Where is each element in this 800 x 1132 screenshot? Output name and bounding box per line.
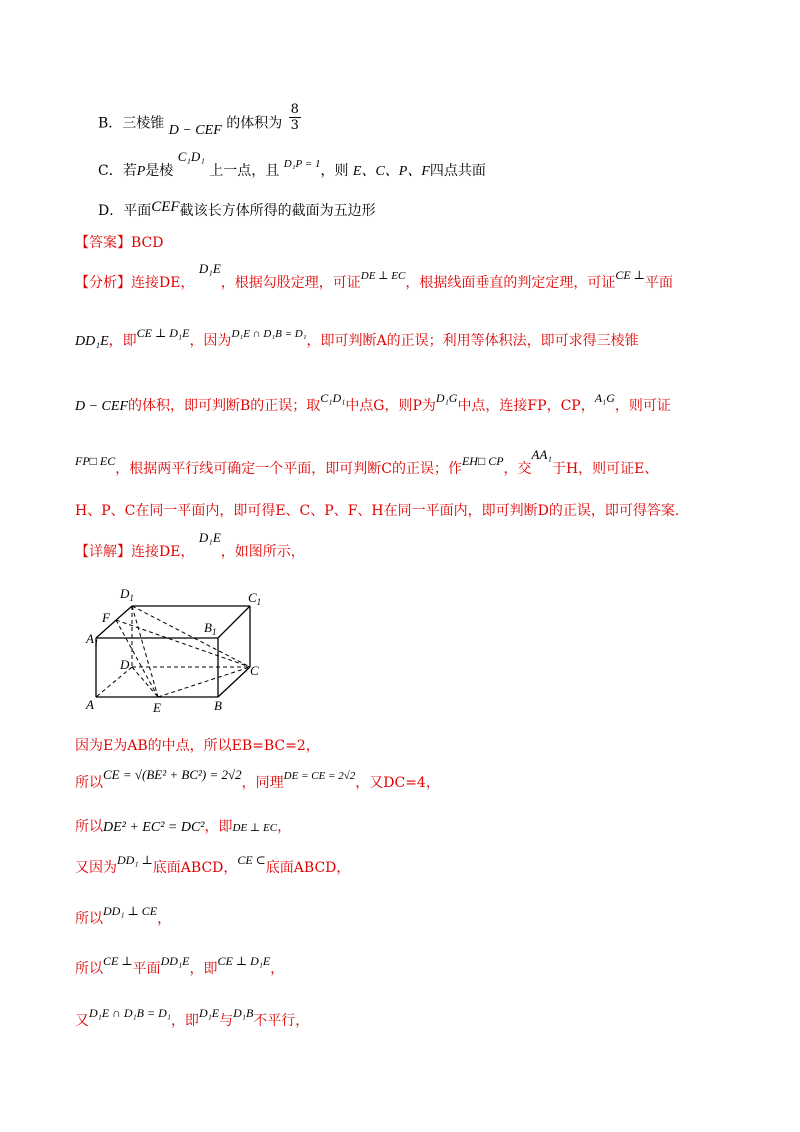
detail-s2: 所以CE = √(BE² + BC²) = 2√2，同理$^{DE = CE = 2√2}$，又DC=4， (75, 767, 440, 791)
detail-s5: 所以DD₁ ⊥ CE， (75, 904, 172, 927)
answer-tag: 【答案】 (75, 235, 131, 251)
math-expr: C₁D₁ (177, 149, 205, 164)
detail-line-1: 【详解】连接DE， D₁E，如图所示， (75, 530, 305, 560)
option-d: D．平面CEF截该长方体所得的截面为五边形 (98, 199, 376, 219)
detail-tag: 【详解】 (75, 544, 131, 560)
analysis-line-3: D − CEF的体积，即可判断B的正误；取C₁D₁中点G，则P为D₁G中点，连接FP，CP，A₁G，则可证 (75, 391, 671, 414)
analysis-tag: 【分析】 (75, 275, 131, 291)
label-d1: $D_1$ (120, 586, 134, 603)
detail-s1: 因为E为AB的中点，所以EB=BC=2， (75, 738, 320, 754)
detail-s4: 又因为DD₁ ⊥底面ABCD，CE ⊂底面ABCD， (75, 853, 351, 876)
fraction: $\frac{8}{3}$ (290, 102, 299, 133)
label-d: D (120, 657, 130, 672)
label-c: C (250, 663, 259, 678)
option-c: C．若P是棱 C₁D₁ 上一点，且 $^{D_1P = 1}$，则 E、C、P、F四点共面 (98, 149, 486, 179)
math-expr: D₁P = 1 (283, 158, 321, 170)
option-b: B．三棱锥 D − CEF 的体积为 $\frac{8}{3}$ (98, 102, 299, 138)
label-b: B (214, 698, 222, 713)
answer-line (75, 232, 163, 252)
label-f: F (102, 610, 110, 625)
analysis-line-4: FP□ EC，根据两平行线可确定一个平面，即可判断C的正误；作EH□ CP，交AA₁于H，则可证E、 (75, 447, 659, 477)
answer-value: BCD (131, 235, 164, 251)
math-expr: D − CEF (168, 122, 222, 138)
analysis-line-5: H、P、C在同一平面内，即可得E、C、P、F、H在同一平面内，即可判断D的正误，即可得答案. (75, 503, 680, 519)
label-e: E (153, 700, 161, 715)
detail-s7: 又D₁E ∩ D₁B = D₁，即D₁E与D₁B不平行， (75, 1006, 310, 1029)
math-expr: CEF (151, 199, 180, 215)
label-b1: $B_1$ (204, 620, 217, 637)
label-a: A (86, 697, 94, 712)
analysis-line-1: 【分析】连接DE， D₁E，根据勾股定理，可证$^{DE \perp EC}$，根据线面垂直的判定定理，可证CE ⊥平面 (75, 261, 673, 291)
label-a1: $A_1$ (86, 631, 99, 648)
cuboid-figure (80, 580, 290, 720)
detail-s6: 所以CE ⊥平面DD₁E，即CE ⊥ D₁E， (75, 954, 285, 977)
label-c1: $C_1$ (248, 590, 262, 607)
analysis-line-2: DD₁E，即CE ⊥ D₁E，因为$^{D_1E \cap D_1B = D_1}$，即可判断A的正误；利用等体积法，即可求得三棱锥 (75, 326, 639, 349)
detail-s3: 所以DE² + EC² = DC²，即DE ⊥ EC， (75, 819, 292, 835)
